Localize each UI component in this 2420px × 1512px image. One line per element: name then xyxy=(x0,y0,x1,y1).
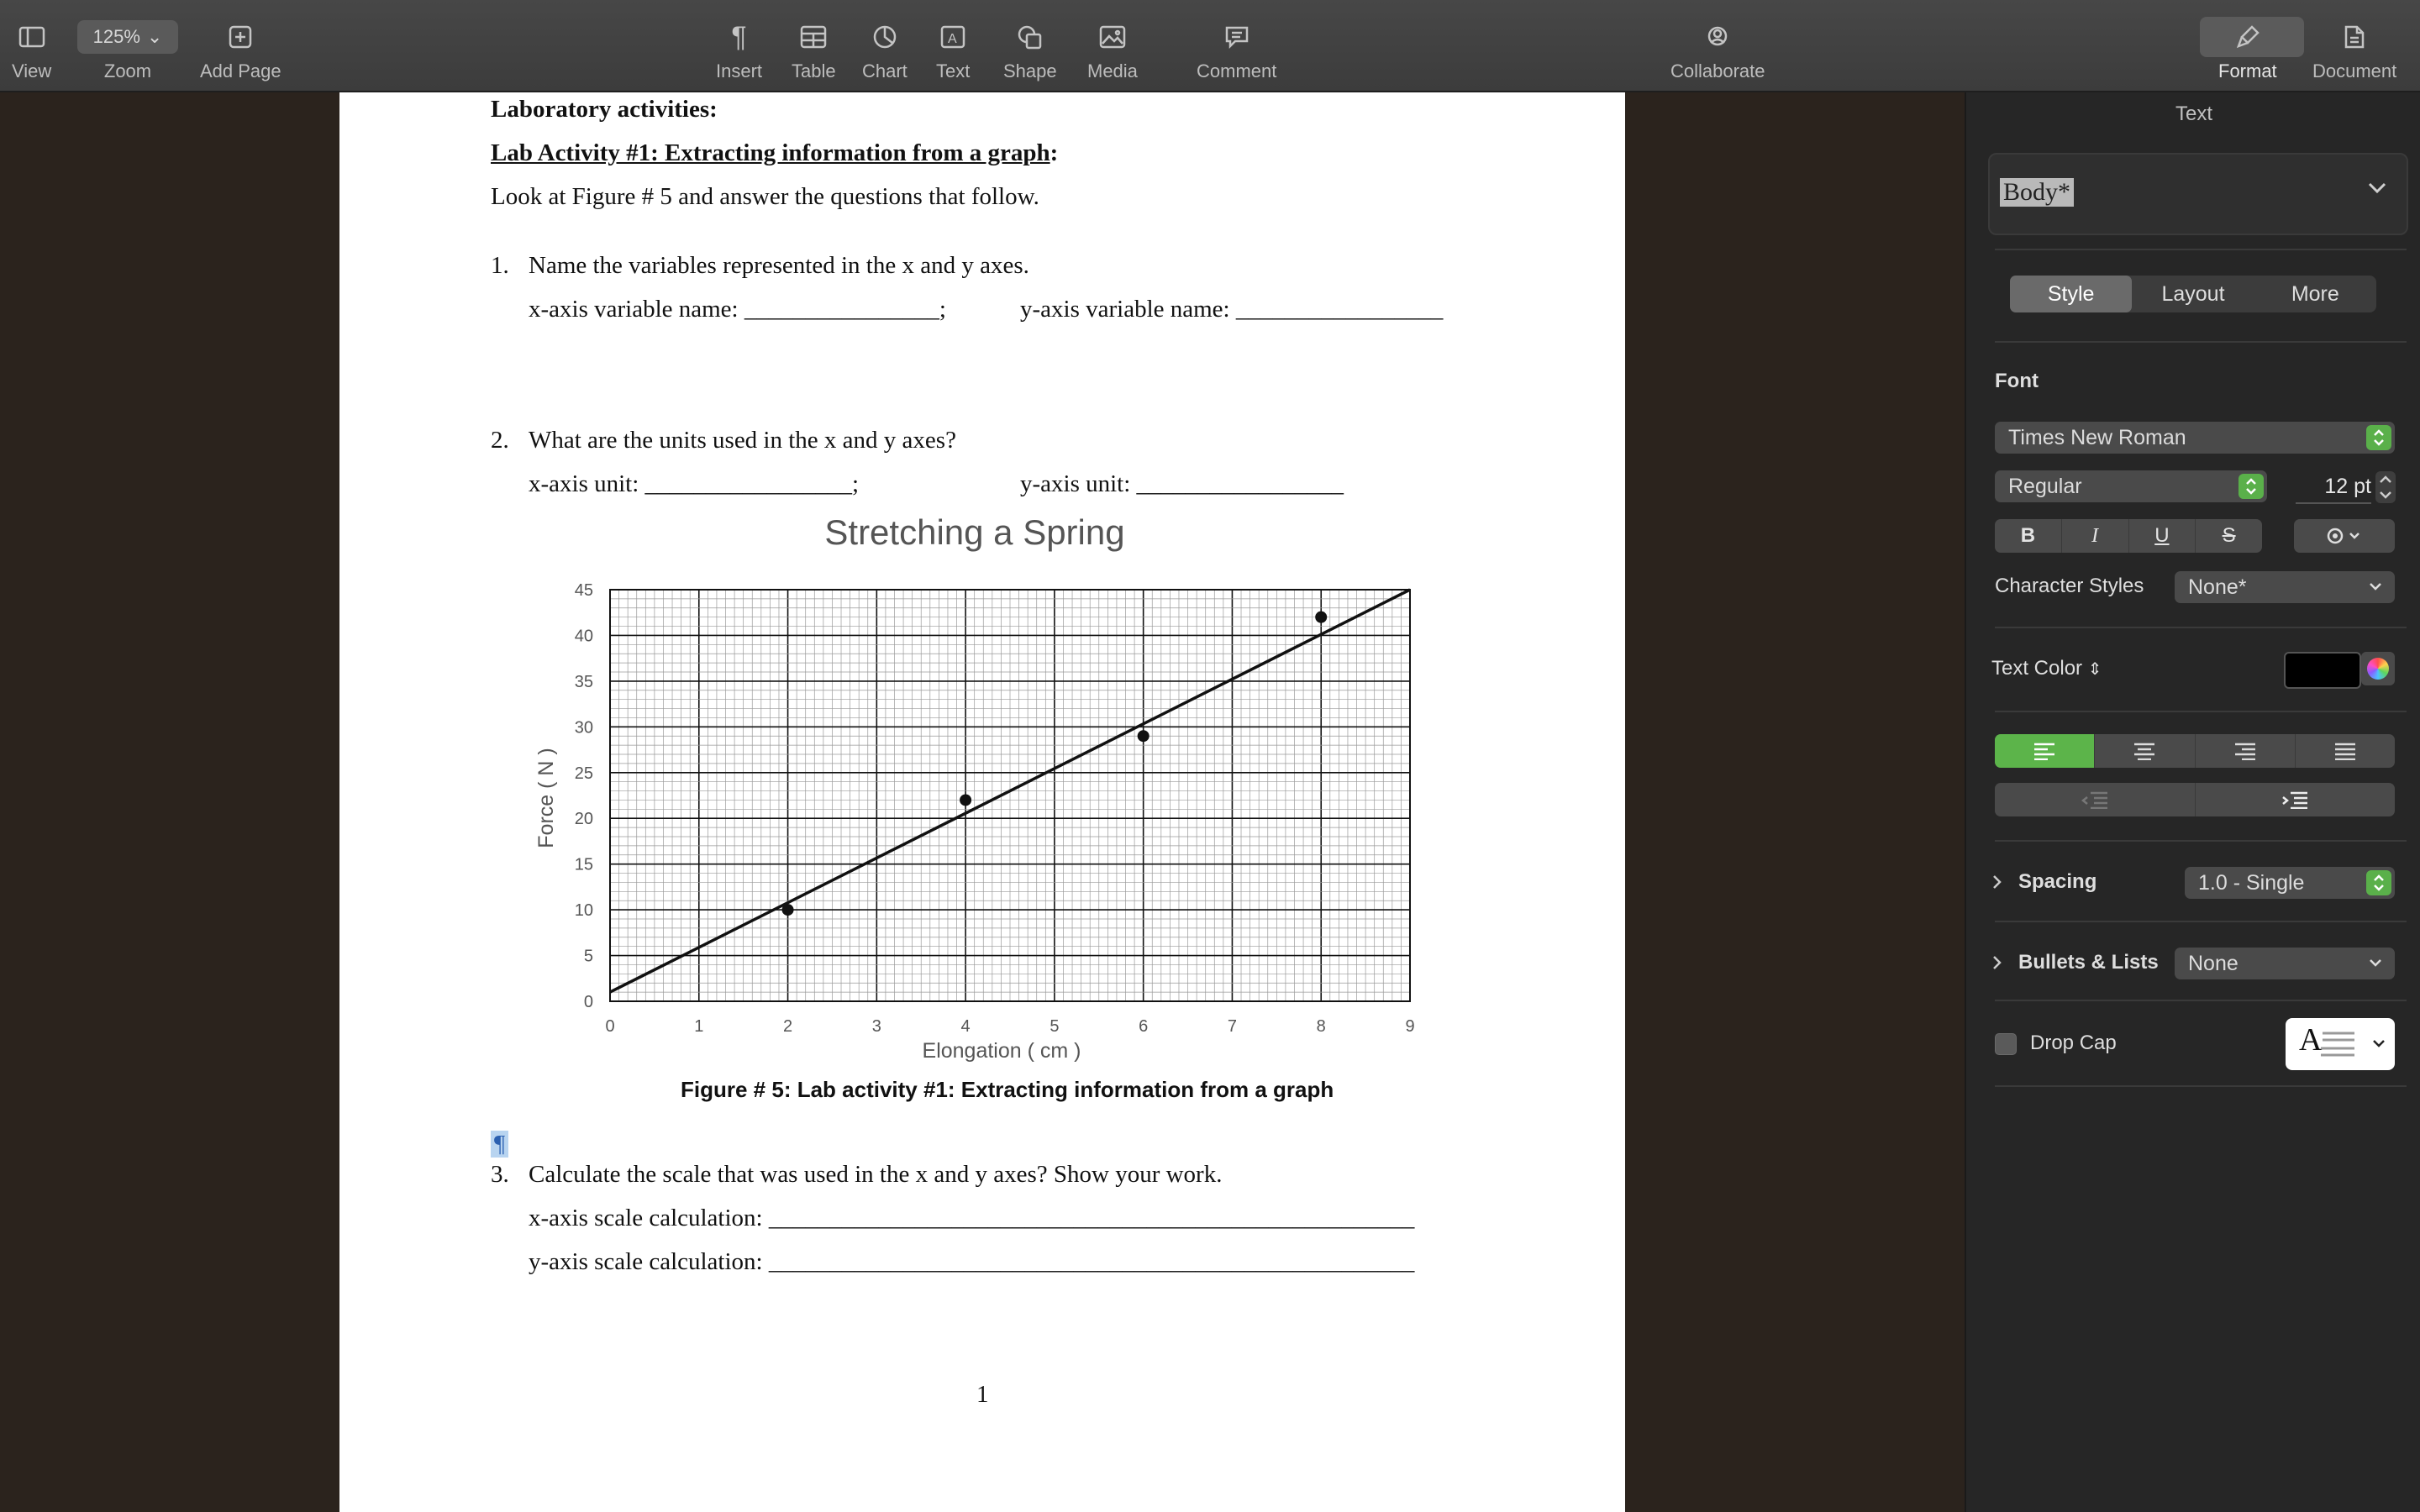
text-color-label-wrap[interactable] xyxy=(1991,657,2102,680)
pilcrow-selected: ¶ xyxy=(491,1131,508,1158)
chart-ylabel: Force ( N ) xyxy=(534,748,558,848)
divider xyxy=(1995,249,2407,250)
y-tick-label: 10 xyxy=(574,901,593,921)
character-styles-value: None* xyxy=(2188,575,2247,599)
drop-cap-preview-icon xyxy=(2319,1028,2358,1062)
media-label: Media xyxy=(1087,60,1138,81)
italic-button[interactable]: I xyxy=(2062,519,2129,553)
text-button[interactable] xyxy=(936,17,970,82)
chevron-right-icon[interactable] xyxy=(1991,954,2003,971)
inspector-tabs xyxy=(2010,276,2376,312)
y-tick-label: 5 xyxy=(583,947,593,966)
chart-label: Chart xyxy=(862,60,908,81)
activity-title-text: Lab Activity #1: Extracting information from a graph xyxy=(491,139,1050,166)
zoom-value: 125% xyxy=(92,26,140,47)
y-tick-label: 25 xyxy=(574,764,593,783)
document-label: Document xyxy=(2312,60,2397,81)
chart-xlabel: Elongation ( cm ) xyxy=(922,1039,1081,1063)
bullets-select[interactable] xyxy=(2175,948,2395,979)
y-tick-label: 0 xyxy=(583,993,593,1011)
zoom-control[interactable] xyxy=(77,17,178,82)
font-family-select[interactable] xyxy=(1995,422,2395,454)
x-tick-label: 4 xyxy=(960,1017,971,1036)
underline-button[interactable]: U xyxy=(2129,519,2196,553)
text-label: Text xyxy=(936,60,971,81)
increase-indent-icon[interactable] xyxy=(2196,783,2396,816)
spacing-label: Spacing xyxy=(2018,870,2097,893)
y-tick-label: 40 xyxy=(574,627,593,646)
insert-label: Insert xyxy=(716,60,763,81)
zoom-select[interactable] xyxy=(77,20,178,54)
pilcrow-icon: ¶ xyxy=(731,20,747,53)
chart-button[interactable] xyxy=(862,17,908,82)
font-family-value: Times New Roman xyxy=(2008,425,2186,449)
add-page-button[interactable] xyxy=(200,17,281,82)
document-button[interactable] xyxy=(2312,17,2396,82)
chevron-down-icon: ⌄ xyxy=(146,26,163,47)
format-button[interactable] xyxy=(2218,17,2277,82)
text-options-button[interactable] xyxy=(2294,519,2395,553)
toolbar xyxy=(0,0,2420,92)
q1-x-field: x-axis variable name: ________________; xyxy=(529,296,946,323)
x-tick-label: 1 xyxy=(694,1017,704,1036)
y-tick-label: 30 xyxy=(574,718,593,738)
updown-icon xyxy=(2238,474,2264,499)
add-page-icon xyxy=(229,17,252,57)
drop-cap-label: Drop Cap xyxy=(2030,1032,2117,1054)
q3-text: Calculate the scale that was used in the x and y axes? Show your work. xyxy=(529,1161,1223,1188)
table-label: Table xyxy=(792,60,836,81)
add-page-label: Add Page xyxy=(200,60,281,81)
chevron-down-icon xyxy=(2368,581,2383,593)
decrease-indent-icon[interactable] xyxy=(1995,783,2196,816)
q1-number: 1. xyxy=(491,252,509,279)
divider xyxy=(1995,341,2407,343)
alignment-buttons xyxy=(1995,734,2395,768)
tab-layout[interactable]: Layout xyxy=(2161,281,2225,306)
q2-number: 2. xyxy=(491,427,509,454)
q3-y-field: y-axis scale calculation: _____________________________________________________ xyxy=(529,1248,1415,1275)
q3-x-field: x-axis scale calculation: _____________________________________________________ xyxy=(529,1205,1415,1231)
character-styles-select[interactable] xyxy=(2175,571,2395,603)
divider xyxy=(1995,840,2407,842)
activity-title-colon: : xyxy=(1050,139,1059,166)
data-point xyxy=(1138,730,1150,742)
color-wheel-button[interactable] xyxy=(2361,652,2395,685)
font-size-stepper[interactable] xyxy=(2375,470,2396,504)
comment-icon xyxy=(1223,17,1250,57)
shape-label: Shape xyxy=(1003,60,1057,81)
q2-text: What are the units used in the x and y axes? xyxy=(529,427,956,454)
pie-chart-icon xyxy=(872,17,897,57)
x-tick-label: 9 xyxy=(1405,1017,1415,1036)
color-wheel-icon xyxy=(2367,658,2389,680)
sidebar-icon xyxy=(18,17,45,57)
collaborate-label: Collaborate xyxy=(1670,60,1765,81)
updown-icon xyxy=(2366,870,2391,895)
view-label: View xyxy=(12,60,52,81)
zoom-label: Zoom xyxy=(103,60,152,81)
y-tick-label: 15 xyxy=(574,855,593,874)
y-tick-label: 35 xyxy=(574,672,593,691)
updown-icon xyxy=(2366,425,2391,450)
view-button[interactable] xyxy=(12,17,51,82)
divider xyxy=(1995,711,2407,712)
insert-button[interactable] xyxy=(716,17,762,82)
table-icon xyxy=(800,17,827,57)
font-size-field[interactable]: 12 pt xyxy=(2296,470,2371,504)
spring-chart[interactable] xyxy=(529,512,1437,1067)
updown-icon: ⇕ xyxy=(2087,660,2102,679)
text-box-icon xyxy=(940,17,965,57)
activity-title xyxy=(491,139,1058,167)
tab-more[interactable]: More xyxy=(2291,281,2339,306)
align-right-icon[interactable] xyxy=(2196,734,2296,768)
chevron-right-icon[interactable] xyxy=(1991,874,2003,890)
divider xyxy=(1995,1000,2407,1001)
font-label: Font xyxy=(1995,370,2039,392)
format-label: Format xyxy=(2218,60,2277,81)
heading: Laboratory activities: xyxy=(491,96,718,123)
y-tick-label: 20 xyxy=(574,810,593,829)
intro-text: Look at Figure # 5 and answer the questions that follow. xyxy=(491,183,1039,210)
character-styles-label: Character Styles xyxy=(1995,575,2144,597)
photo-icon xyxy=(1099,17,1126,57)
text-color-label: Text Color xyxy=(1991,657,2083,680)
x-tick-label: 0 xyxy=(605,1017,615,1036)
svg-text:A: A xyxy=(948,32,957,46)
x-tick-label: 3 xyxy=(871,1017,881,1036)
paragraph-style-value: Body* xyxy=(2000,178,2074,207)
comment-label: Comment xyxy=(1197,60,1277,81)
figure-caption: Figure # 5: Lab activity #1: Extracting information from a graph xyxy=(681,1077,1334,1102)
divider xyxy=(1995,1085,2407,1087)
q2-y-field: y-axis unit: _________________ xyxy=(1020,470,1344,497)
chart-title: Stretching a Spring xyxy=(824,512,1125,552)
page-number: 1 xyxy=(976,1381,989,1408)
collaborate-icon xyxy=(1703,17,1732,57)
align-justify-icon[interactable] xyxy=(2296,734,2395,768)
x-tick-label: 7 xyxy=(1227,1017,1238,1036)
table-button[interactable] xyxy=(792,17,836,82)
text-color-well[interactable] xyxy=(2284,652,2361,689)
data-point xyxy=(782,904,794,916)
spacing-select[interactable] xyxy=(2185,867,2395,899)
x-tick-label: 8 xyxy=(1316,1017,1326,1036)
paragraph-mark xyxy=(491,1131,508,1158)
q3-number: 3. xyxy=(491,1161,509,1188)
gear-icon xyxy=(2294,519,2395,553)
divider xyxy=(1995,921,2407,922)
data-point xyxy=(960,794,971,806)
data-point xyxy=(1315,612,1327,623)
bold-button[interactable]: B xyxy=(1995,519,2062,553)
paragraph-style-select[interactable] xyxy=(1988,153,2408,235)
indent-buttons xyxy=(1995,783,2395,816)
strikethrough-button[interactable]: S xyxy=(2222,524,2236,547)
document-icon xyxy=(2344,17,2365,57)
shape-icon xyxy=(1017,17,1044,57)
q1-text: Name the variables represented in the x and y axes. xyxy=(529,252,1029,279)
drop-cap-checkbox[interactable] xyxy=(1995,1033,2017,1055)
q1-y-field: y-axis variable name: _________________ xyxy=(1020,296,1444,323)
tab-style[interactable]: Style xyxy=(2010,276,2132,312)
paintbrush-icon xyxy=(2235,17,2260,57)
x-tick-label: 6 xyxy=(1139,1017,1149,1036)
drop-cap-glyph: A xyxy=(2299,1022,2323,1058)
x-tick-label: 5 xyxy=(1050,1017,1060,1036)
x-tick-label: 2 xyxy=(782,1017,793,1036)
comment-button[interactable] xyxy=(1197,17,1276,82)
media-button[interactable] xyxy=(1087,17,1138,82)
bullets-value: None xyxy=(2188,951,2238,975)
chevron-down-icon xyxy=(2371,1038,2386,1050)
drop-cap-style-select[interactable] xyxy=(2286,1018,2395,1070)
align-left-icon[interactable] xyxy=(1995,734,2095,768)
format-sidebar xyxy=(1965,92,2420,1512)
chevron-down-icon xyxy=(2366,180,2388,197)
font-weight-value: Regular xyxy=(2008,474,2082,498)
q2-x-field: x-axis unit: _________________; xyxy=(529,470,860,497)
chevron-down-icon xyxy=(2368,958,2383,969)
divider xyxy=(1995,627,2407,628)
spacing-value: 1.0 - Single xyxy=(2198,870,2305,895)
collaborate-button[interactable] xyxy=(1670,17,1765,82)
y-tick-label: 45 xyxy=(574,581,593,600)
font-weight-select[interactable] xyxy=(1995,470,2267,502)
shape-button[interactable] xyxy=(1003,17,1057,82)
bullets-label: Bullets & Lists xyxy=(2018,951,2159,974)
sidebar-title: Text xyxy=(2175,102,2212,125)
text-style-buttons xyxy=(1995,519,2262,553)
align-center-icon[interactable] xyxy=(2095,734,2195,768)
